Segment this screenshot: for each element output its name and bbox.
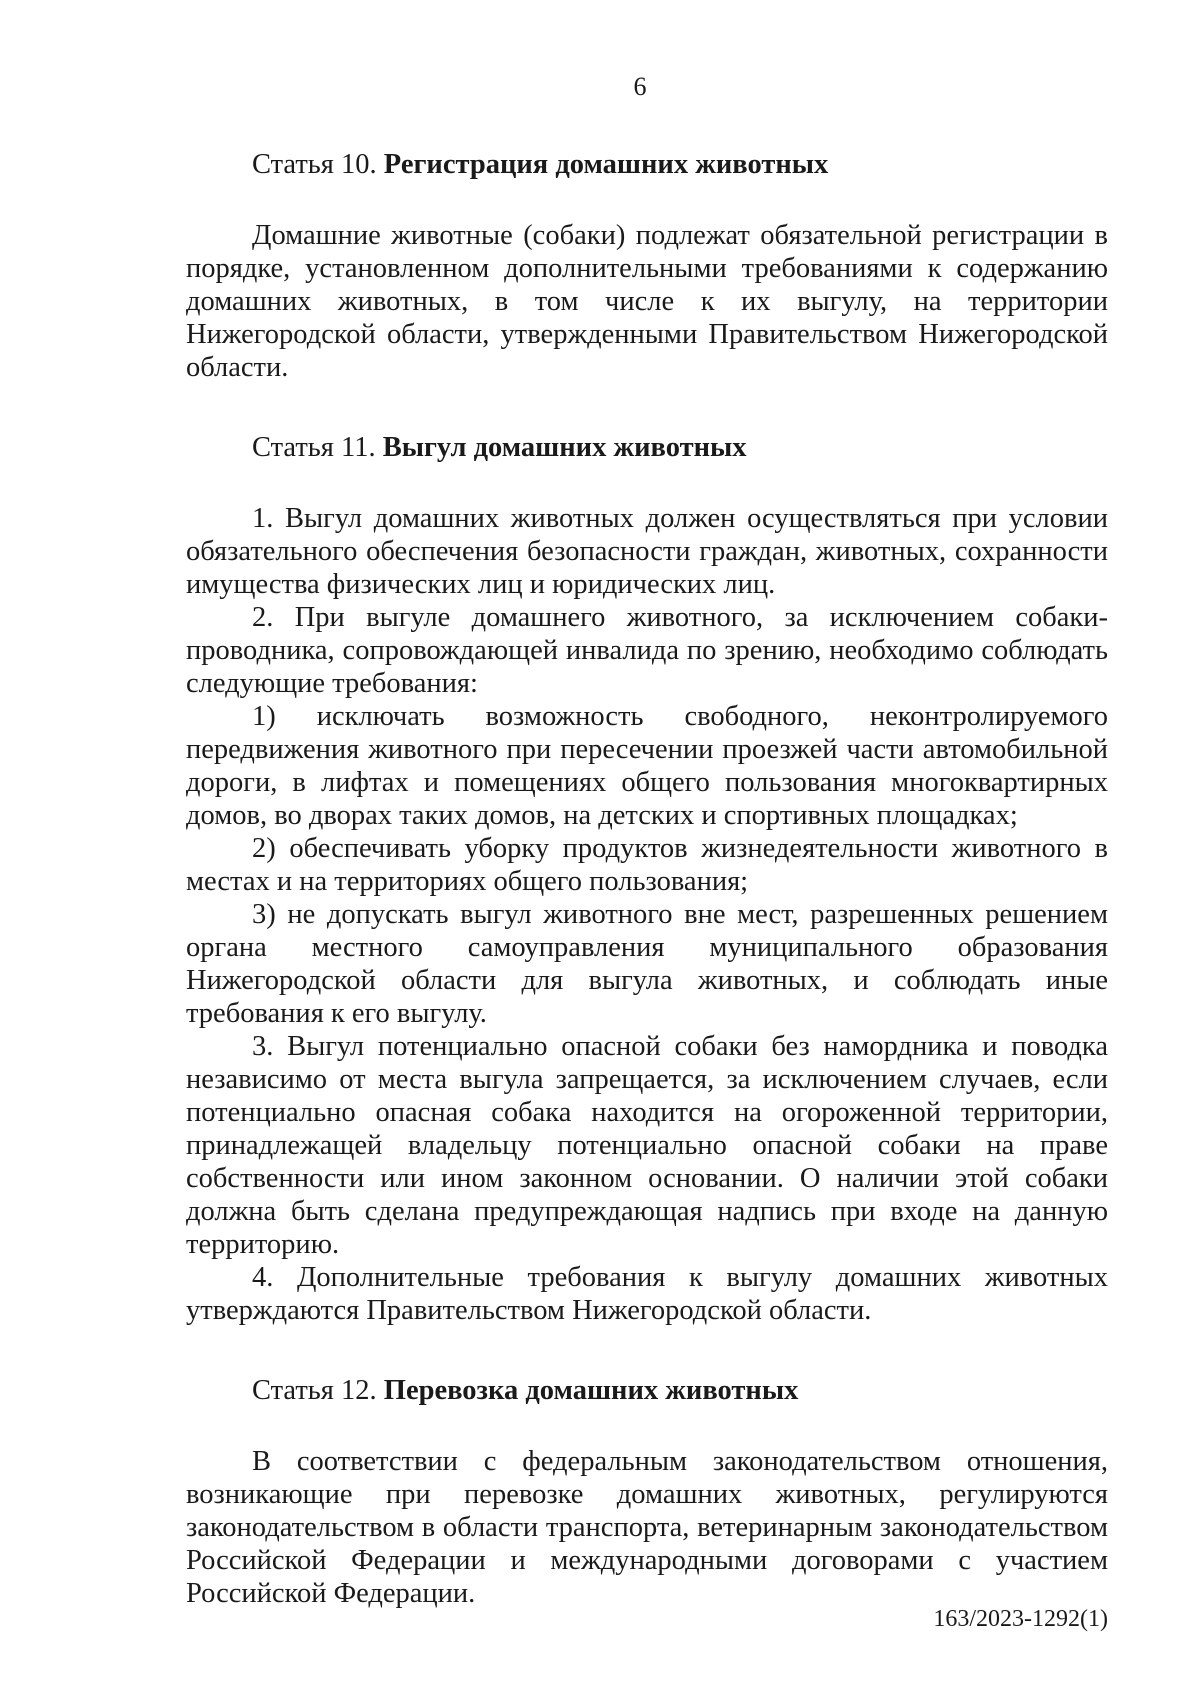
document-body xyxy=(186,148,1108,1610)
article-11-paragraph-5: 3) не допускать выгул животного вне мест, разрешенных решением органа местного самоуправления муниципального образования Нижегородской области для выгула животных, и соблюдать иные требования к его выгулу. xyxy=(186,899,1108,1029)
article-10 xyxy=(186,148,1108,384)
article-11-paragraph-3: 1) исключать возможность свободного, неконтролируемого передвижения животного при пересечении проезжей части автомобильной дороги, в лифтах и помещениях общего пользования многоквартирных домов, во дворах таких домов, на детских и спортивных площадках; xyxy=(186,701,1108,831)
article-10-heading xyxy=(186,148,1108,181)
article-11-paragraph-2: 2. При выгуле домашнего животного, за исключением собаки-проводника, сопровождающей инвалида по зрению, необходимо соблюдать следующие требования: xyxy=(186,602,1108,699)
document-code: 163/2023-1292(1) xyxy=(933,1606,1108,1632)
article-11-paragraph-6: 3. Выгул потенциально опасной собаки без намордника и поводка независимо от места выгула запрещается, за исключением случаев, если потенциально опасная собака находится на огороженной территории, принадлежащей владельцу потенциально опасной собаки на праве собственности или ином законном основании. О наличии этой собаки должна быть сделана предупреждающая надпись при входе на данную территорию. xyxy=(186,1031,1108,1260)
article-11-paragraph-4: 2) обеспечивать уборку продуктов жизнедеятельности животного в местах и на территориях общего пользования; xyxy=(186,833,1108,897)
article-11-prefix: Статья 11. xyxy=(252,432,376,463)
article-11-paragraph-7: 4. Дополнительные требования к выгулу домашних животных утверждаются Правительством Нижегородской области. xyxy=(186,1262,1108,1326)
article-12 xyxy=(186,1374,1108,1610)
article-11-heading xyxy=(186,431,1108,464)
article-11-paragraph-1: 1. Выгул домашних животных должен осуществляться при условии обязательного обеспечения безопасности граждан, животных, сохранности имущества физических лиц и юридических лиц. xyxy=(186,503,1108,600)
article-11-title: Выгул домашних животных xyxy=(382,432,747,463)
article-12-prefix: Статья 12. xyxy=(252,1375,377,1406)
page-number: 6 xyxy=(633,72,647,101)
article-12-paragraph-1: В соответствии с федеральным законодательством отношения, возникающие при перевозке домашних животных, регулируются законодательством в области транспорта, ветеринарным законодательством Российской Федерации и международными договорами с участием Российской Федерации. xyxy=(186,1446,1108,1609)
article-12-heading xyxy=(186,1374,1108,1407)
article-10-paragraph-1: Домашние животные (собаки) подлежат обязательной регистрации в порядке, установленном дополнительными требованиями к содержанию домашних животных, в том числе к их выгулу, на территории Нижегородской области, утвержденными Правительством Нижегородской области. xyxy=(186,220,1108,383)
article-12-title: Перевозка домашних животных xyxy=(383,1375,799,1406)
article-10-title: Регистрация домашних животных xyxy=(383,149,829,180)
article-11 xyxy=(186,431,1108,1327)
article-10-prefix: Статья 10. xyxy=(252,149,377,180)
